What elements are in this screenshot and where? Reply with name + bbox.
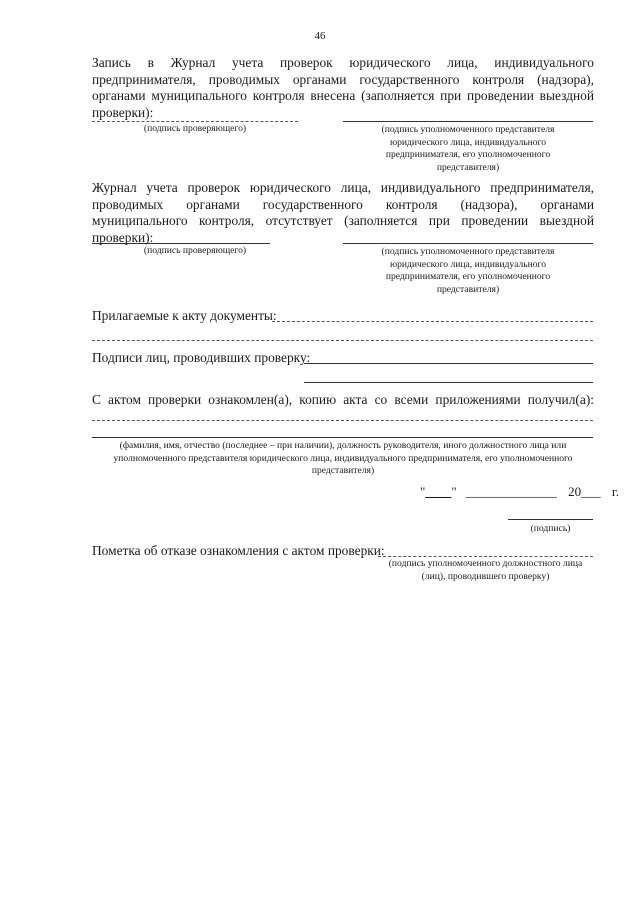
acquainted-field-continuation[interactable] <box>92 437 593 438</box>
acquainted-text: С актом проверки ознакомлен(а), копию акта со всеми приложениями получил(а): <box>92 392 594 407</box>
inspector-signature-line <box>92 121 298 122</box>
inspector-signature-caption: (подпись проверяющего) <box>143 123 247 134</box>
journal-absent-text: Журнал учета проверок юридического лица, индивидуального предпринимателя, проводимых органами государственного контроля (надзора), органами муниципального контроля, отсутствует (заполняется при проведении выездной проверки): <box>92 180 594 245</box>
inspector-signature-line <box>92 243 270 244</box>
representative-signature-line <box>343 243 593 244</box>
acquainted-field[interactable] <box>92 420 593 421</box>
date-year-prefix: 20 <box>568 484 582 499</box>
date-year-suffix: г. <box>611 484 619 499</box>
refusal-signature-field[interactable] <box>378 556 593 557</box>
inspectors-signatures-label: Подписи лиц, проводивших проверку: <box>92 350 311 365</box>
date-close-quote: " <box>451 484 457 499</box>
representative-signature-caption: (подпись уполномоченного представителя юридического лица, индивидуального предпринимателя, его уполномоченного представителя) <box>381 124 555 173</box>
inspectors-signatures-field[interactable] <box>304 363 593 364</box>
refusal-label: Пометка об отказе ознакомления с актом проверки: <box>92 543 385 558</box>
journal-entry-text: Запись в Журнал учета проверок юридического лица, индивидуального предпринимателя, проводимых органами государственного контроля (надзора), органами муниципального контроля внесена (заполняется при проведении выездной проверки): <box>92 55 594 120</box>
representative-signature-caption: (подпись уполномоченного представителя юридического лица, индивидуального предпринимателя, его уполномоченного представителя) <box>381 246 555 295</box>
date-month[interactable]: ______________ <box>465 484 557 499</box>
representative-signature-line <box>343 121 593 122</box>
signature-line[interactable] <box>508 519 593 520</box>
date-year[interactable]: ___ <box>581 484 601 499</box>
inspectors-signatures-field-continuation[interactable] <box>304 382 593 383</box>
acquainted-caption: (фамилия, имя, отчество (последнее – при наличии), должность руководителя, иного должностного лица или уполномоченного представителя юридического лица, индивидуального предпринимателя, его уполномоченного представителя) <box>113 440 573 476</box>
signature-caption: (подпись) <box>530 523 571 534</box>
refusal-caption: (подпись уполномоченного должностного лица (лиц), проводившего проверку) <box>388 558 583 582</box>
date-day[interactable]: ____ <box>425 484 452 499</box>
page-number: 46 <box>314 30 326 42</box>
attached-documents-field[interactable] <box>272 321 593 322</box>
date-field[interactable] <box>420 484 619 500</box>
inspector-signature-caption: (подпись проверяющего) <box>143 245 247 256</box>
attached-documents-field-continuation[interactable] <box>92 340 593 341</box>
attached-documents-label: Прилагаемые к акту документы: <box>92 308 277 323</box>
date-open-quote: " <box>420 484 426 499</box>
